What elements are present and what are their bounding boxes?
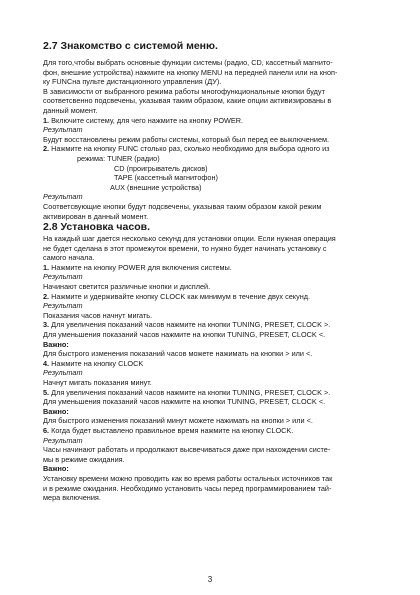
clock-step-6 <box>43 426 393 436</box>
important-text: Для быстрого изменения показаний часов можете нажимать на кнопки > или <. <box>43 349 313 359</box>
result-text: Начинают светится различные кнопки и дисплей. <box>43 282 211 292</box>
step-text: Нажмите на кнопку FUNC столько раз, сколько необходимо для выбора одного из <box>49 144 330 154</box>
important-text: Установку времени можно проводить как во время работы остальных источников так <box>43 473 333 483</box>
result-label: Результат <box>43 435 83 445</box>
step-number: 6. <box>43 425 50 435</box>
step-text: Нажмите на кнопку CLOCK <box>49 358 144 368</box>
important-label: Важно: <box>43 464 69 474</box>
step-text-continued: Для уменьшения показаний часов нажмите на кнопки TUNING, PRESET, CLOCK <. <box>43 397 326 407</box>
step-number: 1. <box>43 115 50 125</box>
mode-tape: TAPE (кассетный магнитофон) <box>114 173 218 183</box>
result-label: Результат <box>43 301 83 311</box>
clock-step-5 <box>43 388 393 398</box>
text-line: фон, внешние устройства) нажмите на кнопку MENU на передней панели или на кноп- <box>43 67 338 77</box>
menu-step-1 <box>43 116 393 126</box>
important-text: мера включения. <box>43 493 101 503</box>
result-text: Начнут мигать показания минут. <box>43 378 152 387</box>
result-label: Результат <box>43 272 83 282</box>
step-number: 5. <box>43 387 50 397</box>
step-number: 2. <box>43 291 50 301</box>
menu-intro-paragraph <box>43 58 393 116</box>
important-text: Для быстрого изменения показаний минут можете нажимать на кнопки > или <. <box>43 416 313 426</box>
result-text: Будут восстановлены режим работы системы, который был перед ее выключением. <box>43 134 330 144</box>
result-text: Показания часов начнут мигать. <box>43 310 153 320</box>
result-text: активирован в данный момент. <box>43 211 149 221</box>
clock-step-2 <box>43 292 393 302</box>
mode-cd: CD (проигрыватель дисков) <box>114 163 208 173</box>
page-number: 3 <box>207 575 213 584</box>
page-content <box>43 40 393 503</box>
step-text: Включите систему, для чего нажмите на кнопку POWER. <box>49 115 244 125</box>
clock-step-3 <box>43 320 393 330</box>
step-number: 4. <box>43 358 50 368</box>
step-text: Когда будет выставлено правильное время нажмите на кнопку CLOCK. <box>49 425 294 435</box>
clock-intro-paragraph <box>43 234 393 263</box>
result-text: мы в режиме ожидания. <box>43 454 125 464</box>
text-line: данный момент. <box>43 105 98 115</box>
clock-step-4 <box>43 359 393 369</box>
important-label: Важно: <box>43 339 69 349</box>
mode-tuner: режима: TUNER (радио) <box>77 153 160 163</box>
result-label: Результат <box>43 368 83 378</box>
result-label: Результат <box>43 192 83 202</box>
clock-step-1 <box>43 263 393 273</box>
step-number: 3. <box>43 320 50 330</box>
section-title-clock-setup: 2.8 Установка часов. <box>43 221 150 234</box>
text-line: Для того,чтобы выбрать основные функции системы (радио, CD, кассетный магнито- <box>43 58 333 67</box>
step-text: Нажмите на кнопку POWER для включения системы. <box>49 262 232 272</box>
text-line: ку FUNCна пульте дистанционного управления (ДУ). <box>43 77 222 87</box>
step-text: Нажмите и удерживайте кнопку CLOCK как минимум в течение двух секунд. <box>49 291 311 301</box>
step-text: Для увеличения показаний часов нажмите на кнопки TUNING, PRESET, CLOCK >. <box>49 387 331 397</box>
text-line: не будет сделана в этот промежуток времени, то нужно будет начинать установку с <box>43 243 327 253</box>
step-number: 2. <box>43 144 50 154</box>
result-text: Соответсвующие кнопки будут подсвечены, указывая таким образом какой режим <box>43 201 322 211</box>
important-label: Важно: <box>43 406 69 416</box>
text-line: соответсвенно подсвечены, указывая таким образом, какие опции активизированы в <box>43 96 332 106</box>
menu-step-2 <box>43 144 393 154</box>
text-line: В зависимости от выбранного режима работы многофункциональные кнопки будут <box>43 86 325 96</box>
section-title-menu-system: 2.7 Знакомство с системой меню. <box>43 40 218 52</box>
text-line: самого начала. <box>43 253 95 263</box>
step-text: Для увеличения показаний часов нажмите на кнопки TUNING, PRESET, CLOCK >. <box>49 320 331 330</box>
step-number: 1. <box>43 262 50 272</box>
result-text: Часы начинают работать и продолжают высвечиваться даже при нахождении систе- <box>43 445 331 455</box>
result-label: Результат <box>43 125 83 135</box>
text-line: На каждый шаг дается несколько секунд для установки опции. Если нужная операция <box>43 234 336 244</box>
mode-aux: AUX (внешние устройства) <box>110 182 202 192</box>
step-text-continued: Для уменьшения показаний часов нажмите на кнопки TUNING, PRESET, CLOCK <. <box>43 330 326 340</box>
important-text: и в режиме ожидания. Необходимо установить часы перед программированием тай- <box>43 483 332 493</box>
